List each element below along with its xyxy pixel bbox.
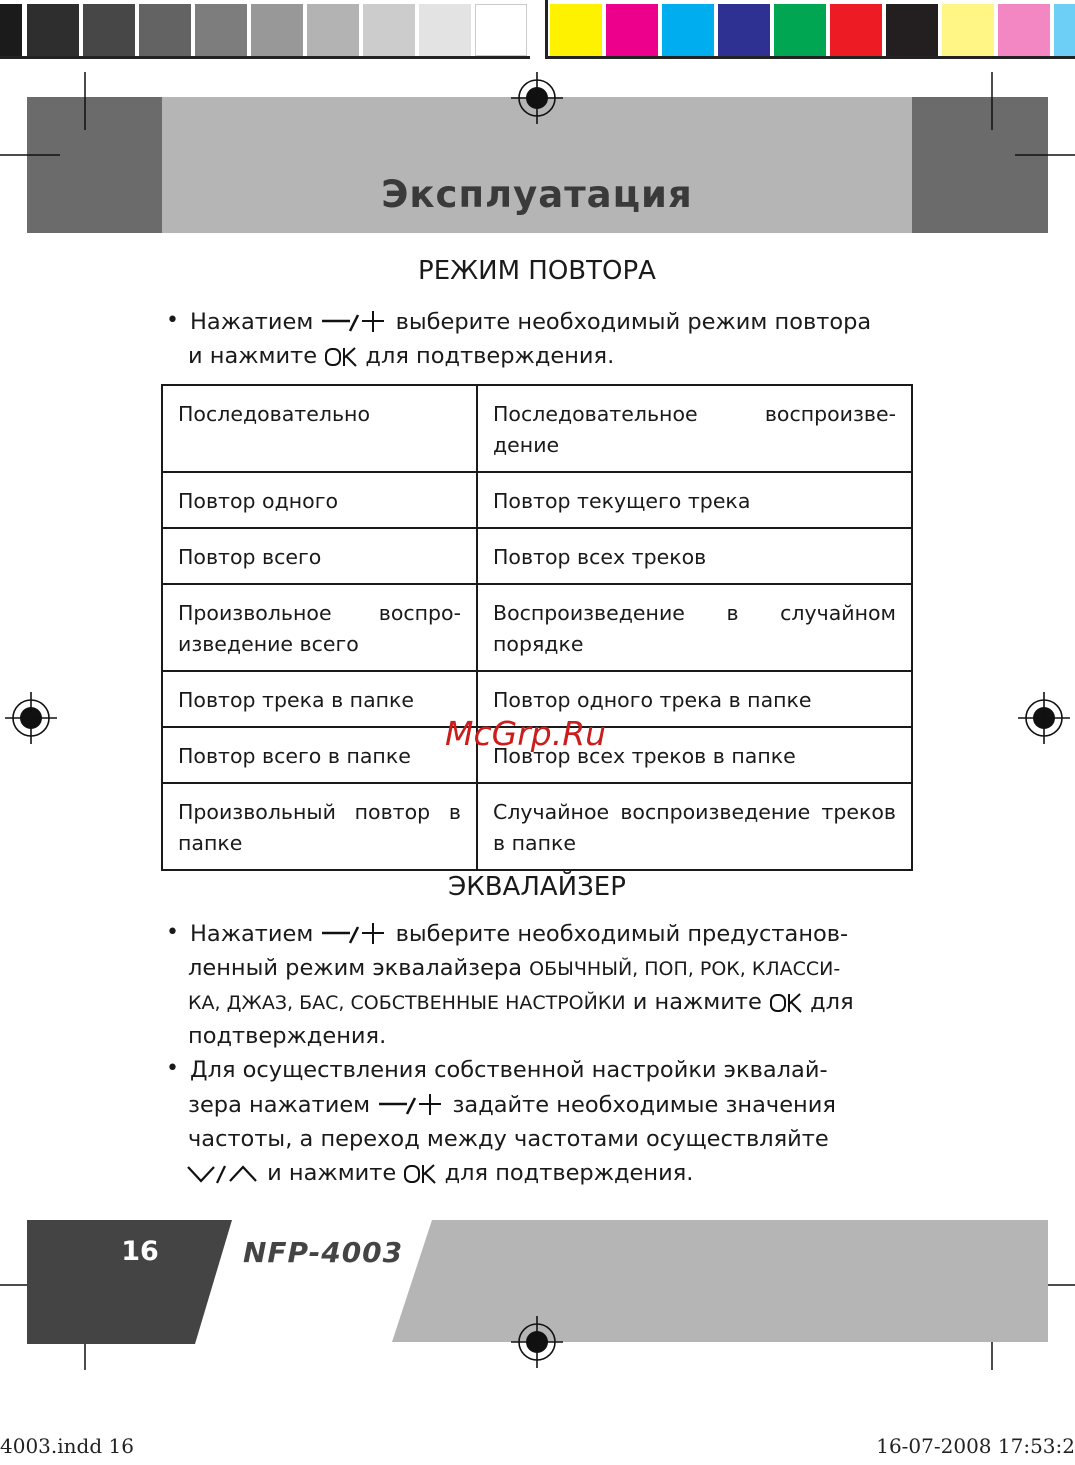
page-title: Эксплуатация xyxy=(381,173,693,216)
mode-name-cell: Произвольный повтор в папке xyxy=(162,783,477,870)
eq-presets-text: КА, ДЖАЗ, БАС, СОБСТВЕННЫЕ НАСТРОЙКИ xyxy=(188,992,626,1014)
eq-bullet2-line1: Для осуществления собственной настройки эквалай- xyxy=(190,1057,828,1083)
mode-name-cell: Повтор всего в папке xyxy=(162,727,477,783)
slug-filename: 4003.indd 16 xyxy=(0,1434,134,1458)
bullet: • xyxy=(166,308,179,333)
mode-description-cell: Повтор текущего трека xyxy=(477,472,912,528)
table-row xyxy=(162,783,912,870)
eq-bullet1-line3 xyxy=(188,985,918,1020)
registration-mark-icon xyxy=(511,72,563,124)
instruction-text: для xyxy=(810,989,854,1015)
eq-presets-text: ОБЫЧНЫЙ, ПОП, РОК, КЛАССИ- xyxy=(529,958,841,980)
mode-description-cell: Случайное воспроизведение треков в папке xyxy=(477,783,912,870)
eq-bullet1-line2 xyxy=(188,951,918,986)
section-title-equalizer: ЭКВАЛАЙЗЕР xyxy=(448,872,626,902)
bullet: • xyxy=(166,1056,179,1081)
instruction-text: и нажмите xyxy=(188,343,318,369)
minus-plus-icon xyxy=(320,922,388,948)
mode-name-cell: Повтор всего xyxy=(162,528,477,584)
mode-description-cell: Воспроизведение в случайном порядке xyxy=(477,584,912,671)
watermark: McGrp.Ru xyxy=(445,714,607,753)
repeat-modes-table xyxy=(161,384,913,871)
eq-bullet2-line4 xyxy=(186,1156,916,1190)
repeat-instruction-line2 xyxy=(188,339,918,373)
minus-plus-icon xyxy=(377,1093,445,1119)
mode-name-cell: Повтор одного xyxy=(162,472,477,528)
instruction-text: выберите необходимый предустанов- xyxy=(395,921,849,947)
mode-description-cell: Последовательное воспроизве-дение xyxy=(477,385,912,472)
ok-icon xyxy=(324,345,358,369)
mode-description-cell: Повтор всех треков в папке xyxy=(477,727,912,783)
page-number: 16 xyxy=(121,1236,159,1267)
eq-bullet1-line1 xyxy=(190,917,920,951)
ok-icon xyxy=(769,991,803,1015)
registration-mark-icon xyxy=(5,692,57,744)
repeat-instruction xyxy=(190,305,920,339)
ok-icon xyxy=(403,1162,437,1186)
instruction-text: для подтверждения. xyxy=(444,1160,694,1186)
eq-bullet1-line4: подтверждения. xyxy=(188,1023,387,1049)
down-up-icon xyxy=(186,1162,260,1186)
instruction-text: Нажатием xyxy=(190,921,314,947)
minus-plus-icon xyxy=(320,310,388,336)
instruction-text: и нажмите xyxy=(267,1160,397,1186)
mode-description-cell: Повтор одного трека в папке xyxy=(477,671,912,727)
instruction-text: выберите необходимый режим повтора xyxy=(395,309,872,335)
bullet: • xyxy=(166,920,179,945)
mode-name-cell: Произвольное воспро-изведение всего xyxy=(162,584,477,671)
section-title-repeat: РЕЖИМ ПОВТОРА xyxy=(418,256,656,286)
mode-description-cell: Повтор всех треков xyxy=(477,528,912,584)
mode-name-cell: Последовательно xyxy=(162,385,477,472)
slug-date: 16-07-2008 17:53:2 xyxy=(876,1434,1075,1458)
instruction-text: зера нажатием xyxy=(188,1092,371,1118)
table-row xyxy=(162,385,912,472)
instruction-text: ленный режим эквалайзера xyxy=(188,955,522,981)
instruction-text: для подтверждения. xyxy=(365,343,615,369)
eq-bullet2-line2 xyxy=(188,1088,918,1122)
registration-mark-icon xyxy=(511,1316,563,1368)
instruction-text: задайте необходимые значения xyxy=(452,1092,836,1118)
instruction-text: Нажатием xyxy=(190,309,314,335)
mode-name-cell: Повтор трека в папке xyxy=(162,671,477,727)
instruction-text: и нажмите xyxy=(632,989,762,1015)
table-row xyxy=(162,472,912,528)
table-row xyxy=(162,584,912,671)
eq-bullet2-line3: частоты, а переход между частотами осуществляйте xyxy=(188,1126,829,1152)
model-name: NFP-4003 xyxy=(243,1236,404,1269)
table-row xyxy=(162,528,912,584)
registration-mark-icon xyxy=(1018,692,1070,744)
